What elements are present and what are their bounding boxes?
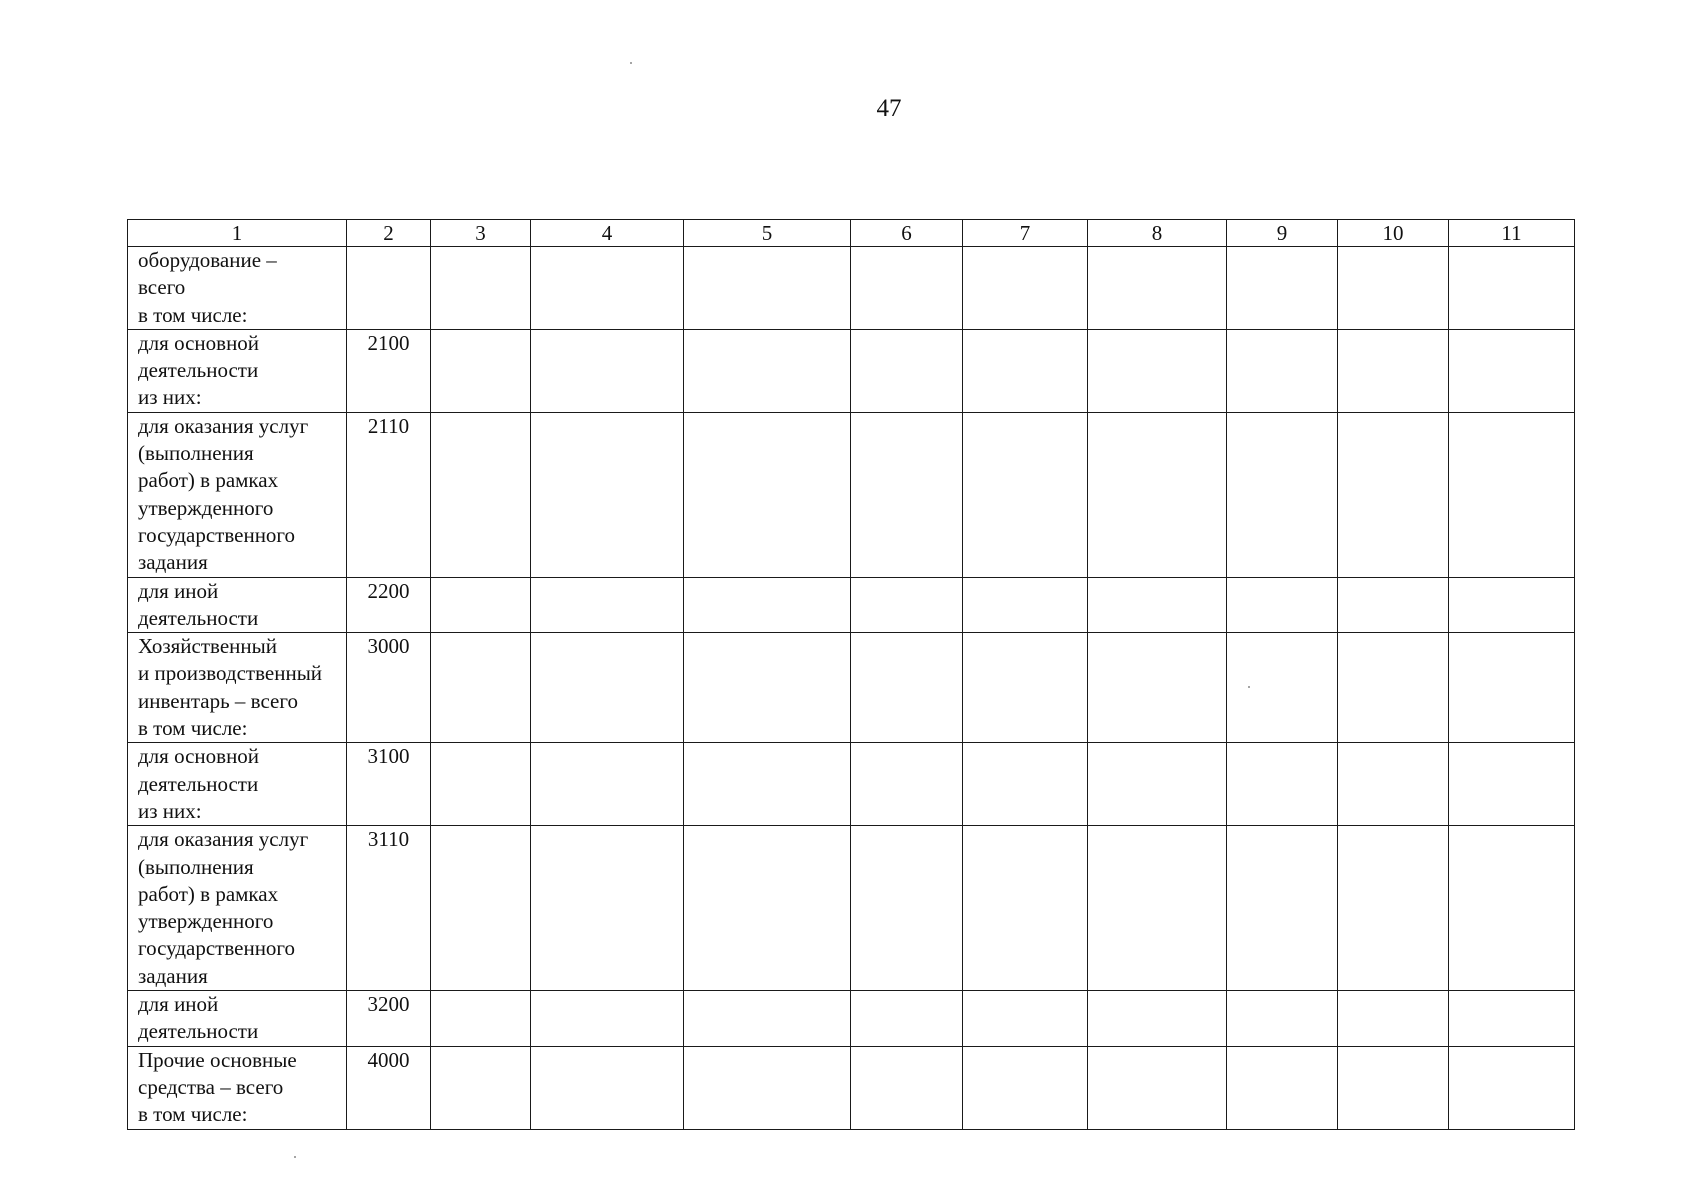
value-cell [1449, 247, 1575, 330]
column-number: 2 [347, 220, 431, 247]
row-code-cell: 2200 [347, 577, 431, 633]
value-cell [1088, 991, 1227, 1047]
page-number: 47 [876, 95, 902, 122]
value-cell [1227, 826, 1338, 991]
value-cell [1227, 247, 1338, 330]
value-cell [1338, 991, 1449, 1047]
table-row [128, 247, 1575, 330]
value-cell [1088, 743, 1227, 826]
row-name-cell: для иной деятельности [128, 577, 347, 633]
row-name-cell: Прочие основные средства – всего в том числе: [128, 1046, 347, 1129]
row-code-cell: 4000 [347, 1046, 431, 1129]
column-number: 10 [1338, 220, 1449, 247]
value-cell [1227, 412, 1338, 577]
value-cell [1338, 247, 1449, 330]
column-number: 9 [1227, 220, 1338, 247]
column-number: 7 [963, 220, 1088, 247]
value-cell [851, 329, 963, 412]
value-cell [1449, 1046, 1575, 1129]
value-cell [963, 991, 1088, 1047]
table-row [128, 1046, 1575, 1129]
value-cell [1227, 633, 1338, 743]
value-cell [1088, 247, 1227, 330]
value-cell [1088, 329, 1227, 412]
value-cell [531, 633, 684, 743]
value-cell [1338, 743, 1449, 826]
table-row [128, 991, 1575, 1047]
value-cell [1088, 412, 1227, 577]
value-cell [963, 247, 1088, 330]
value-cell [531, 329, 684, 412]
value-cell [431, 412, 531, 577]
scan-speck [294, 1156, 296, 1158]
value-cell [431, 633, 531, 743]
value-cell [1088, 826, 1227, 991]
table-row [128, 633, 1575, 743]
row-code-cell [347, 247, 431, 330]
value-cell [531, 743, 684, 826]
value-cell [531, 826, 684, 991]
value-cell [531, 247, 684, 330]
row-name-cell: для оказания услуг (выполнения работ) в рамках утвержденного государственного задания [128, 412, 347, 577]
column-number: 11 [1449, 220, 1575, 247]
value-cell [531, 577, 684, 633]
value-cell [963, 1046, 1088, 1129]
value-cell [531, 1046, 684, 1129]
table-row [128, 329, 1575, 412]
value-cell [684, 633, 851, 743]
value-cell [684, 412, 851, 577]
row-code-cell: 3100 [347, 743, 431, 826]
value-cell [684, 826, 851, 991]
value-cell [684, 1046, 851, 1129]
value-cell [1338, 826, 1449, 991]
value-cell [963, 329, 1088, 412]
value-cell [1227, 991, 1338, 1047]
row-code-cell: 2100 [347, 329, 431, 412]
value-cell [531, 991, 684, 1047]
value-cell [431, 577, 531, 633]
value-cell [431, 743, 531, 826]
value-cell [1338, 577, 1449, 633]
value-cell [851, 412, 963, 577]
value-cell [684, 329, 851, 412]
column-number: 1 [128, 220, 347, 247]
value-cell [1449, 991, 1575, 1047]
column-number: 6 [851, 220, 963, 247]
value-cell [963, 826, 1088, 991]
value-cell [531, 412, 684, 577]
value-cell [431, 1046, 531, 1129]
row-code-cell: 3110 [347, 826, 431, 991]
column-number-row [128, 220, 1575, 247]
table-row [128, 826, 1575, 991]
row-name-cell: для оказания услуг (выполнения работ) в рамках утвержденного государственного задания [128, 826, 347, 991]
value-cell [684, 743, 851, 826]
value-cell [851, 577, 963, 633]
value-cell [684, 247, 851, 330]
value-cell [1338, 1046, 1449, 1129]
value-cell [851, 247, 963, 330]
value-cell [1449, 329, 1575, 412]
value-cell [684, 577, 851, 633]
value-cell [963, 633, 1088, 743]
value-cell [431, 826, 531, 991]
value-cell [963, 412, 1088, 577]
value-cell [1449, 633, 1575, 743]
value-cell [1227, 1046, 1338, 1129]
row-code-cell: 2110 [347, 412, 431, 577]
value-cell [1088, 633, 1227, 743]
value-cell [1449, 577, 1575, 633]
column-number: 5 [684, 220, 851, 247]
row-name-cell: для иной деятельности [128, 991, 347, 1047]
column-number: 8 [1088, 220, 1227, 247]
row-code-cell: 3200 [347, 991, 431, 1047]
value-cell [851, 1046, 963, 1129]
value-cell [963, 743, 1088, 826]
value-cell [1227, 329, 1338, 412]
value-cell [684, 991, 851, 1047]
value-cell [431, 991, 531, 1047]
value-cell [851, 743, 963, 826]
value-cell [1449, 826, 1575, 991]
value-cell [1338, 329, 1449, 412]
value-cell [1088, 577, 1227, 633]
table-row [128, 743, 1575, 826]
value-cell [1338, 633, 1449, 743]
value-cell [1449, 412, 1575, 577]
value-cell [1088, 1046, 1227, 1129]
column-number: 3 [431, 220, 531, 247]
value-cell [1227, 577, 1338, 633]
value-cell [1338, 412, 1449, 577]
row-name-cell: оборудование – всего в том числе: [128, 247, 347, 330]
row-name-cell: Хозяйственный и производственный инвентарь – всего в том числе: [128, 633, 347, 743]
table-row [128, 412, 1575, 577]
scan-speck [630, 62, 632, 64]
column-number: 4 [531, 220, 684, 247]
value-cell [851, 826, 963, 991]
value-cell [851, 633, 963, 743]
row-code-cell: 3000 [347, 633, 431, 743]
value-cell [431, 247, 531, 330]
value-cell [1227, 743, 1338, 826]
row-name-cell: для основной деятельности из них: [128, 743, 347, 826]
value-cell [851, 991, 963, 1047]
value-cell [1449, 743, 1575, 826]
table-row [128, 577, 1575, 633]
row-name-cell: для основной деятельности из них: [128, 329, 347, 412]
value-cell [431, 329, 531, 412]
form-table [127, 219, 1575, 1130]
value-cell [963, 577, 1088, 633]
